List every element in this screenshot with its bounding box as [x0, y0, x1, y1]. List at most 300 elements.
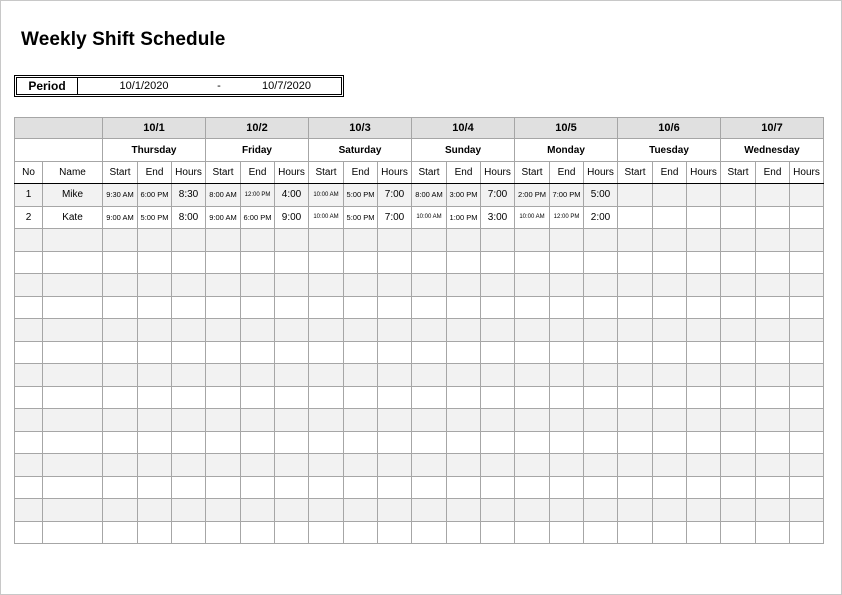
shift-start-cell[interactable]: [309, 431, 344, 454]
row-name[interactable]: [43, 364, 103, 387]
shift-end-cell[interactable]: 12:00 PM: [550, 206, 584, 229]
shift-start-cell[interactable]: [618, 341, 653, 364]
shift-start-cell[interactable]: [206, 521, 241, 544]
row-name[interactable]: [43, 476, 103, 499]
shift-hours-cell[interactable]: [172, 251, 206, 274]
shift-hours-cell[interactable]: [481, 229, 515, 252]
row-name[interactable]: [43, 229, 103, 252]
shift-end-cell[interactable]: [653, 184, 687, 207]
shift-hours-cell[interactable]: [687, 364, 721, 387]
shift-hours-cell[interactable]: [172, 229, 206, 252]
shift-hours-cell[interactable]: 9:00: [275, 206, 309, 229]
shift-start-cell[interactable]: [515, 386, 550, 409]
shift-end-cell[interactable]: [653, 364, 687, 387]
shift-end-cell[interactable]: [138, 499, 172, 522]
shift-hours-cell[interactable]: [790, 364, 824, 387]
shift-start-cell[interactable]: 2:00 PM: [515, 184, 550, 207]
shift-hours-cell[interactable]: [687, 274, 721, 297]
shift-end-cell[interactable]: [550, 521, 584, 544]
shift-start-cell[interactable]: [309, 274, 344, 297]
shift-start-cell[interactable]: [412, 229, 447, 252]
shift-end-cell[interactable]: 6:00 PM: [138, 184, 172, 207]
row-no[interactable]: 2: [15, 206, 43, 229]
shift-end-cell[interactable]: [344, 431, 378, 454]
shift-end-cell[interactable]: [138, 296, 172, 319]
shift-start-cell[interactable]: [515, 431, 550, 454]
shift-hours-cell[interactable]: [584, 274, 618, 297]
shift-hours-cell[interactable]: [584, 454, 618, 477]
shift-start-cell[interactable]: [103, 386, 138, 409]
shift-hours-cell[interactable]: [584, 409, 618, 432]
shift-start-cell[interactable]: [206, 409, 241, 432]
shift-hours-cell[interactable]: [172, 341, 206, 364]
shift-start-cell[interactable]: [412, 319, 447, 342]
shift-hours-cell[interactable]: [275, 521, 309, 544]
shift-start-cell[interactable]: 9:00 AM: [206, 206, 241, 229]
shift-end-cell[interactable]: [550, 341, 584, 364]
shift-end-cell[interactable]: 3:00 PM: [447, 184, 481, 207]
shift-hours-cell[interactable]: [687, 409, 721, 432]
shift-end-cell[interactable]: [447, 364, 481, 387]
shift-end-cell[interactable]: [241, 431, 275, 454]
shift-end-cell[interactable]: 5:00 PM: [344, 184, 378, 207]
shift-end-cell[interactable]: [756, 229, 790, 252]
shift-end-cell[interactable]: [550, 431, 584, 454]
row-no[interactable]: [15, 386, 43, 409]
shift-start-cell[interactable]: [721, 184, 756, 207]
shift-end-cell[interactable]: [653, 499, 687, 522]
shift-start-cell[interactable]: [206, 341, 241, 364]
shift-end-cell[interactable]: [756, 251, 790, 274]
shift-start-cell[interactable]: [515, 364, 550, 387]
shift-start-cell[interactable]: [515, 229, 550, 252]
shift-hours-cell[interactable]: [275, 454, 309, 477]
shift-end-cell[interactable]: [447, 251, 481, 274]
shift-end-cell[interactable]: [756, 184, 790, 207]
shift-hours-cell[interactable]: [790, 499, 824, 522]
shift-start-cell[interactable]: [721, 454, 756, 477]
shift-start-cell[interactable]: [206, 274, 241, 297]
shift-hours-cell[interactable]: [481, 454, 515, 477]
shift-start-cell[interactable]: [515, 454, 550, 477]
shift-end-cell[interactable]: [653, 251, 687, 274]
shift-start-cell[interactable]: [515, 296, 550, 319]
shift-hours-cell[interactable]: [790, 206, 824, 229]
row-no[interactable]: [15, 296, 43, 319]
shift-end-cell[interactable]: [344, 499, 378, 522]
row-no[interactable]: [15, 431, 43, 454]
shift-end-cell[interactable]: [653, 206, 687, 229]
shift-end-cell[interactable]: [550, 499, 584, 522]
shift-end-cell[interactable]: [756, 296, 790, 319]
shift-hours-cell[interactable]: [481, 409, 515, 432]
shift-end-cell[interactable]: 12:00 PM: [241, 184, 275, 207]
shift-hours-cell[interactable]: [275, 386, 309, 409]
shift-start-cell[interactable]: 10:00 AM: [412, 206, 447, 229]
row-name[interactable]: [43, 386, 103, 409]
shift-hours-cell[interactable]: [172, 386, 206, 409]
shift-start-cell[interactable]: [412, 499, 447, 522]
shift-start-cell[interactable]: [412, 454, 447, 477]
shift-start-cell[interactable]: 9:30 AM: [103, 184, 138, 207]
shift-end-cell[interactable]: [756, 341, 790, 364]
shift-end-cell[interactable]: [138, 409, 172, 432]
shift-end-cell[interactable]: [447, 319, 481, 342]
shift-end-cell[interactable]: [550, 319, 584, 342]
shift-start-cell[interactable]: [515, 341, 550, 364]
shift-end-cell[interactable]: [447, 274, 481, 297]
shift-hours-cell[interactable]: [378, 476, 412, 499]
shift-start-cell[interactable]: 10:00 AM: [515, 206, 550, 229]
shift-end-cell[interactable]: [344, 476, 378, 499]
shift-hours-cell[interactable]: [378, 386, 412, 409]
shift-end-cell[interactable]: [653, 521, 687, 544]
shift-hours-cell[interactable]: [275, 476, 309, 499]
shift-hours-cell[interactable]: [790, 274, 824, 297]
shift-hours-cell[interactable]: [378, 364, 412, 387]
shift-hours-cell[interactable]: [172, 499, 206, 522]
shift-hours-cell[interactable]: [790, 454, 824, 477]
shift-hours-cell[interactable]: 7:00: [481, 184, 515, 207]
shift-hours-cell[interactable]: [275, 229, 309, 252]
shift-end-cell[interactable]: [756, 521, 790, 544]
shift-end-cell[interactable]: 7:00 PM: [550, 184, 584, 207]
shift-start-cell[interactable]: [721, 251, 756, 274]
shift-hours-cell[interactable]: [584, 476, 618, 499]
shift-start-cell[interactable]: [515, 521, 550, 544]
shift-start-cell[interactable]: [412, 296, 447, 319]
shift-hours-cell[interactable]: [481, 364, 515, 387]
shift-start-cell[interactable]: [618, 296, 653, 319]
row-no[interactable]: [15, 454, 43, 477]
shift-end-cell[interactable]: [241, 476, 275, 499]
shift-hours-cell[interactable]: [378, 454, 412, 477]
shift-end-cell[interactable]: [241, 274, 275, 297]
shift-hours-cell[interactable]: [687, 251, 721, 274]
row-name[interactable]: [43, 409, 103, 432]
shift-start-cell[interactable]: [103, 454, 138, 477]
shift-hours-cell[interactable]: [584, 386, 618, 409]
shift-end-cell[interactable]: [653, 409, 687, 432]
shift-hours-cell[interactable]: [481, 431, 515, 454]
shift-start-cell[interactable]: [412, 341, 447, 364]
shift-start-cell[interactable]: [206, 251, 241, 274]
shift-start-cell[interactable]: [206, 454, 241, 477]
shift-end-cell[interactable]: [447, 476, 481, 499]
shift-start-cell[interactable]: [412, 521, 447, 544]
shift-end-cell[interactable]: [344, 364, 378, 387]
shift-hours-cell[interactable]: [275, 319, 309, 342]
shift-end-cell[interactable]: [653, 431, 687, 454]
shift-hours-cell[interactable]: [790, 386, 824, 409]
shift-end-cell[interactable]: [447, 499, 481, 522]
shift-start-cell[interactable]: [721, 499, 756, 522]
shift-hours-cell[interactable]: [584, 341, 618, 364]
shift-start-cell[interactable]: [721, 431, 756, 454]
shift-start-cell[interactable]: [103, 364, 138, 387]
shift-end-cell[interactable]: [138, 229, 172, 252]
shift-end-cell[interactable]: [241, 386, 275, 409]
shift-hours-cell[interactable]: [378, 521, 412, 544]
shift-start-cell[interactable]: 10:00 AM: [309, 206, 344, 229]
shift-end-cell[interactable]: [241, 319, 275, 342]
shift-end-cell[interactable]: [550, 364, 584, 387]
shift-hours-cell[interactable]: [790, 409, 824, 432]
shift-start-cell[interactable]: [103, 341, 138, 364]
row-no[interactable]: [15, 274, 43, 297]
shift-start-cell[interactable]: [515, 251, 550, 274]
shift-end-cell[interactable]: [138, 364, 172, 387]
shift-hours-cell[interactable]: 4:00: [275, 184, 309, 207]
shift-end-cell[interactable]: [756, 409, 790, 432]
shift-hours-cell[interactable]: [584, 319, 618, 342]
shift-end-cell[interactable]: [653, 386, 687, 409]
shift-start-cell[interactable]: [618, 454, 653, 477]
shift-end-cell[interactable]: [138, 386, 172, 409]
shift-hours-cell[interactable]: [687, 184, 721, 207]
shift-hours-cell[interactable]: [172, 431, 206, 454]
row-no[interactable]: [15, 499, 43, 522]
shift-end-cell[interactable]: [138, 454, 172, 477]
row-name[interactable]: Mike: [43, 184, 103, 207]
shift-start-cell[interactable]: [309, 454, 344, 477]
shift-end-cell[interactable]: [447, 431, 481, 454]
shift-hours-cell[interactable]: [584, 521, 618, 544]
shift-end-cell[interactable]: [241, 229, 275, 252]
shift-end-cell[interactable]: [550, 476, 584, 499]
shift-end-cell[interactable]: [653, 341, 687, 364]
shift-end-cell[interactable]: [756, 499, 790, 522]
row-no[interactable]: [15, 319, 43, 342]
shift-start-cell[interactable]: [721, 206, 756, 229]
shift-start-cell[interactable]: [515, 476, 550, 499]
shift-hours-cell[interactable]: [687, 229, 721, 252]
shift-start-cell[interactable]: [515, 319, 550, 342]
shift-end-cell[interactable]: [138, 431, 172, 454]
shift-hours-cell[interactable]: 8:30: [172, 184, 206, 207]
shift-end-cell[interactable]: [447, 521, 481, 544]
shift-start-cell[interactable]: [309, 319, 344, 342]
shift-end-cell[interactable]: [241, 409, 275, 432]
shift-end-cell[interactable]: [756, 206, 790, 229]
shift-hours-cell[interactable]: [172, 409, 206, 432]
shift-end-cell[interactable]: [653, 229, 687, 252]
shift-end-cell[interactable]: [756, 476, 790, 499]
shift-end-cell[interactable]: [344, 229, 378, 252]
shift-hours-cell[interactable]: 8:00: [172, 206, 206, 229]
shift-end-cell[interactable]: [653, 296, 687, 319]
shift-hours-cell[interactable]: [275, 499, 309, 522]
shift-hours-cell[interactable]: [378, 251, 412, 274]
shift-start-cell[interactable]: [103, 296, 138, 319]
shift-hours-cell[interactable]: [790, 476, 824, 499]
shift-hours-cell[interactable]: [275, 274, 309, 297]
period-start-date[interactable]: 10/1/2020: [119, 80, 169, 92]
shift-hours-cell[interactable]: [687, 521, 721, 544]
shift-start-cell[interactable]: [721, 341, 756, 364]
shift-hours-cell[interactable]: [481, 251, 515, 274]
shift-start-cell[interactable]: [412, 251, 447, 274]
shift-end-cell[interactable]: [241, 499, 275, 522]
shift-end-cell[interactable]: 1:00 PM: [447, 206, 481, 229]
shift-start-cell[interactable]: [618, 499, 653, 522]
shift-hours-cell[interactable]: [687, 386, 721, 409]
shift-start-cell[interactable]: [103, 409, 138, 432]
shift-start-cell[interactable]: 8:00 AM: [206, 184, 241, 207]
shift-hours-cell[interactable]: [378, 431, 412, 454]
shift-start-cell[interactable]: [412, 409, 447, 432]
shift-end-cell[interactable]: [138, 274, 172, 297]
shift-start-cell[interactable]: [618, 319, 653, 342]
shift-end-cell[interactable]: [344, 386, 378, 409]
shift-start-cell[interactable]: [412, 364, 447, 387]
shift-start-cell[interactable]: [721, 409, 756, 432]
shift-end-cell[interactable]: [447, 386, 481, 409]
shift-start-cell[interactable]: [721, 476, 756, 499]
row-name[interactable]: Kate: [43, 206, 103, 229]
shift-start-cell[interactable]: [412, 274, 447, 297]
shift-start-cell[interactable]: [412, 386, 447, 409]
shift-hours-cell[interactable]: [584, 364, 618, 387]
period-end-date[interactable]: 10/7/2020: [262, 80, 311, 92]
shift-start-cell[interactable]: [515, 409, 550, 432]
shift-hours-cell[interactable]: [481, 341, 515, 364]
shift-start-cell[interactable]: [515, 274, 550, 297]
shift-hours-cell[interactable]: [481, 499, 515, 522]
shift-start-cell[interactable]: 9:00 AM: [103, 206, 138, 229]
shift-start-cell[interactable]: [103, 431, 138, 454]
shift-end-cell[interactable]: 6:00 PM: [241, 206, 275, 229]
shift-end-cell[interactable]: [138, 521, 172, 544]
row-name[interactable]: [43, 431, 103, 454]
shift-start-cell[interactable]: [206, 296, 241, 319]
shift-start-cell[interactable]: [309, 476, 344, 499]
shift-start-cell[interactable]: [618, 476, 653, 499]
shift-start-cell[interactable]: [309, 364, 344, 387]
shift-start-cell[interactable]: [206, 499, 241, 522]
row-name[interactable]: [43, 319, 103, 342]
shift-hours-cell[interactable]: [790, 229, 824, 252]
shift-start-cell[interactable]: 8:00 AM: [412, 184, 447, 207]
shift-end-cell[interactable]: [550, 251, 584, 274]
row-name[interactable]: [43, 251, 103, 274]
shift-start-cell[interactable]: [721, 296, 756, 319]
shift-start-cell[interactable]: [721, 229, 756, 252]
row-no[interactable]: [15, 341, 43, 364]
shift-start-cell[interactable]: [103, 251, 138, 274]
shift-hours-cell[interactable]: [378, 409, 412, 432]
shift-start-cell[interactable]: [721, 274, 756, 297]
shift-hours-cell[interactable]: [687, 499, 721, 522]
shift-end-cell[interactable]: [550, 296, 584, 319]
shift-start-cell[interactable]: [103, 521, 138, 544]
shift-hours-cell[interactable]: [790, 431, 824, 454]
shift-end-cell[interactable]: [344, 274, 378, 297]
row-name[interactable]: [43, 274, 103, 297]
shift-start-cell[interactable]: [618, 431, 653, 454]
shift-hours-cell[interactable]: [378, 229, 412, 252]
shift-end-cell[interactable]: [241, 251, 275, 274]
shift-hours-cell[interactable]: [275, 364, 309, 387]
shift-hours-cell[interactable]: [481, 296, 515, 319]
shift-start-cell[interactable]: [721, 364, 756, 387]
shift-end-cell[interactable]: [756, 431, 790, 454]
shift-start-cell[interactable]: [412, 431, 447, 454]
shift-end-cell[interactable]: [138, 341, 172, 364]
row-name[interactable]: [43, 499, 103, 522]
shift-end-cell[interactable]: [653, 319, 687, 342]
shift-end-cell[interactable]: [241, 364, 275, 387]
shift-hours-cell[interactable]: [481, 521, 515, 544]
shift-start-cell[interactable]: [103, 319, 138, 342]
shift-end-cell[interactable]: [344, 454, 378, 477]
row-name[interactable]: [43, 454, 103, 477]
shift-start-cell[interactable]: [206, 431, 241, 454]
shift-hours-cell[interactable]: [790, 184, 824, 207]
shift-start-cell[interactable]: [309, 386, 344, 409]
shift-hours-cell[interactable]: [378, 499, 412, 522]
row-no[interactable]: 1: [15, 184, 43, 207]
shift-start-cell[interactable]: [103, 499, 138, 522]
shift-hours-cell[interactable]: [790, 251, 824, 274]
shift-hours-cell[interactable]: [275, 251, 309, 274]
shift-hours-cell[interactable]: [687, 454, 721, 477]
shift-start-cell[interactable]: [309, 229, 344, 252]
shift-start-cell[interactable]: 10:00 AM: [309, 184, 344, 207]
shift-start-cell[interactable]: [721, 521, 756, 544]
shift-start-cell[interactable]: [103, 476, 138, 499]
shift-start-cell[interactable]: [618, 274, 653, 297]
row-no[interactable]: [15, 229, 43, 252]
shift-start-cell[interactable]: [721, 319, 756, 342]
shift-end-cell[interactable]: [447, 296, 481, 319]
shift-end-cell[interactable]: [344, 251, 378, 274]
shift-hours-cell[interactable]: [687, 431, 721, 454]
shift-hours-cell[interactable]: [275, 431, 309, 454]
shift-end-cell[interactable]: [550, 409, 584, 432]
shift-end-cell[interactable]: [550, 454, 584, 477]
shift-hours-cell[interactable]: [378, 274, 412, 297]
shift-start-cell[interactable]: [103, 229, 138, 252]
shift-start-cell[interactable]: [206, 386, 241, 409]
shift-hours-cell[interactable]: [172, 319, 206, 342]
shift-end-cell[interactable]: [344, 319, 378, 342]
shift-hours-cell[interactable]: 2:00: [584, 206, 618, 229]
shift-start-cell[interactable]: [515, 499, 550, 522]
shift-hours-cell[interactable]: [584, 251, 618, 274]
row-name[interactable]: [43, 341, 103, 364]
shift-start-cell[interactable]: [309, 296, 344, 319]
shift-start-cell[interactable]: [309, 341, 344, 364]
row-no[interactable]: [15, 521, 43, 544]
shift-end-cell[interactable]: [138, 476, 172, 499]
shift-end-cell[interactable]: [756, 454, 790, 477]
shift-hours-cell[interactable]: 3:00: [481, 206, 515, 229]
shift-hours-cell[interactable]: [172, 274, 206, 297]
shift-end-cell[interactable]: [447, 229, 481, 252]
row-name[interactable]: [43, 521, 103, 544]
shift-hours-cell[interactable]: 5:00: [584, 184, 618, 207]
shift-end-cell[interactable]: [241, 341, 275, 364]
shift-hours-cell[interactable]: [172, 454, 206, 477]
shift-end-cell[interactable]: [138, 251, 172, 274]
shift-end-cell[interactable]: [550, 274, 584, 297]
shift-hours-cell[interactable]: [481, 386, 515, 409]
shift-hours-cell[interactable]: [790, 521, 824, 544]
row-no[interactable]: [15, 476, 43, 499]
row-no[interactable]: [15, 251, 43, 274]
shift-end-cell[interactable]: [550, 386, 584, 409]
